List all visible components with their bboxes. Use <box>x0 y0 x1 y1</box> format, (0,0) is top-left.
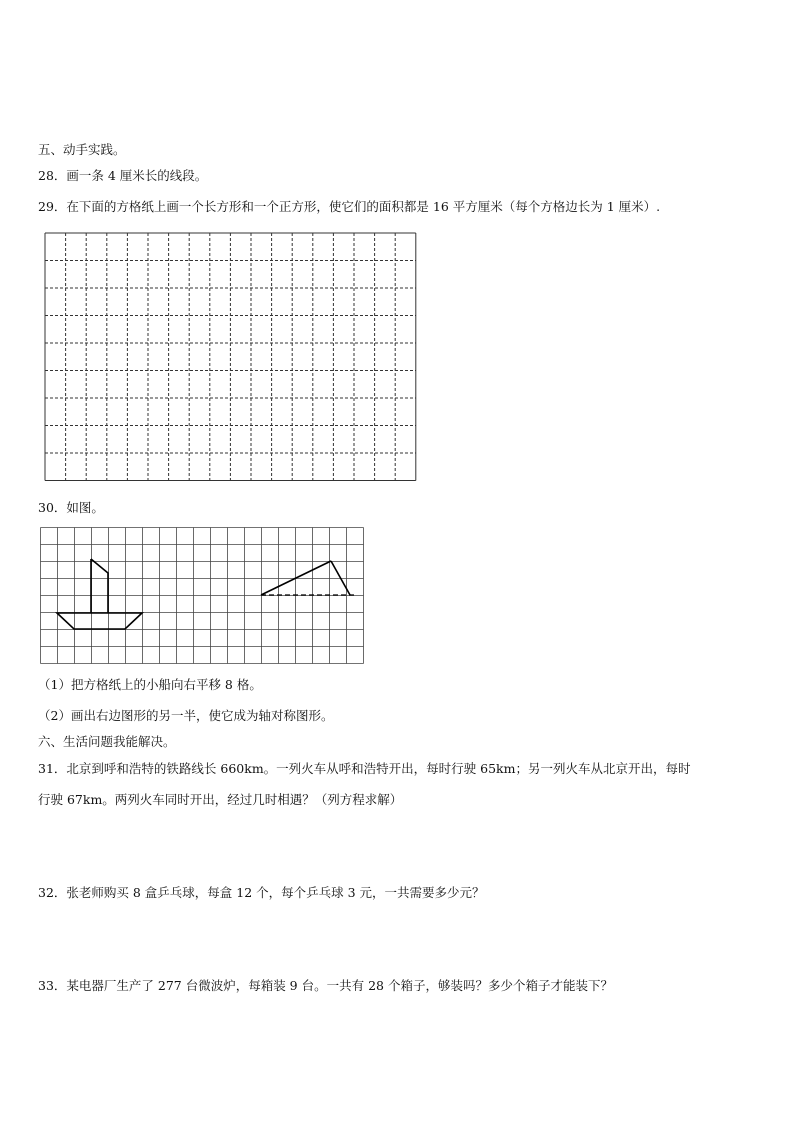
grid-paper-q29 <box>44 232 418 482</box>
triangle-right-side <box>331 561 350 595</box>
boat-sail <box>91 559 108 613</box>
question-30: 30．如图。 <box>38 500 104 515</box>
question-28: 28．画一条 4 厘米长的线段。 <box>38 168 208 183</box>
section-6-heading: 六、生活问题我能解决。 <box>38 734 176 749</box>
triangle-left-side <box>261 561 331 595</box>
boat-hull <box>57 613 142 629</box>
question-32: 32．张老师购买 8 盒乒乓球，每盒 12 个，每个乒乓球 3 元，一共需要多少元？ <box>38 885 485 900</box>
grid-figure-q30 <box>40 527 366 667</box>
question-30-part-2: （2）画出右边图形的另一半，使它成为轴对称图形。 <box>38 708 334 723</box>
half-triangle-figure <box>261 561 354 595</box>
question-33: 33．某电器厂生产了 277 台微波炉，每箱装 9 台。一共有 28 个箱子，够装吗？多少个箱子才能装下？ <box>38 978 613 993</box>
question-31-line-2: 行驶 67km。两列火车同时开出，经过几时相遇？（列方程求解） <box>38 792 403 807</box>
question-31-line-1: 31．北京到呼和浩特的铁路线长 660km。一列火车从呼和浩特开出，每时行驶 65km；另一列火车从北京开出，每时 <box>38 761 691 776</box>
question-30-part-1: （1）把方格纸上的小船向右平移 8 格。 <box>38 677 262 692</box>
boat-figure <box>57 559 142 629</box>
question-29: 29．在下面的方格纸上画一个长方形和一个正方形，使它们的面积都是 16 平方厘米（每个方格边长为 1 厘米）. <box>38 199 661 214</box>
section-5-heading: 五、动手实践。 <box>38 142 126 157</box>
